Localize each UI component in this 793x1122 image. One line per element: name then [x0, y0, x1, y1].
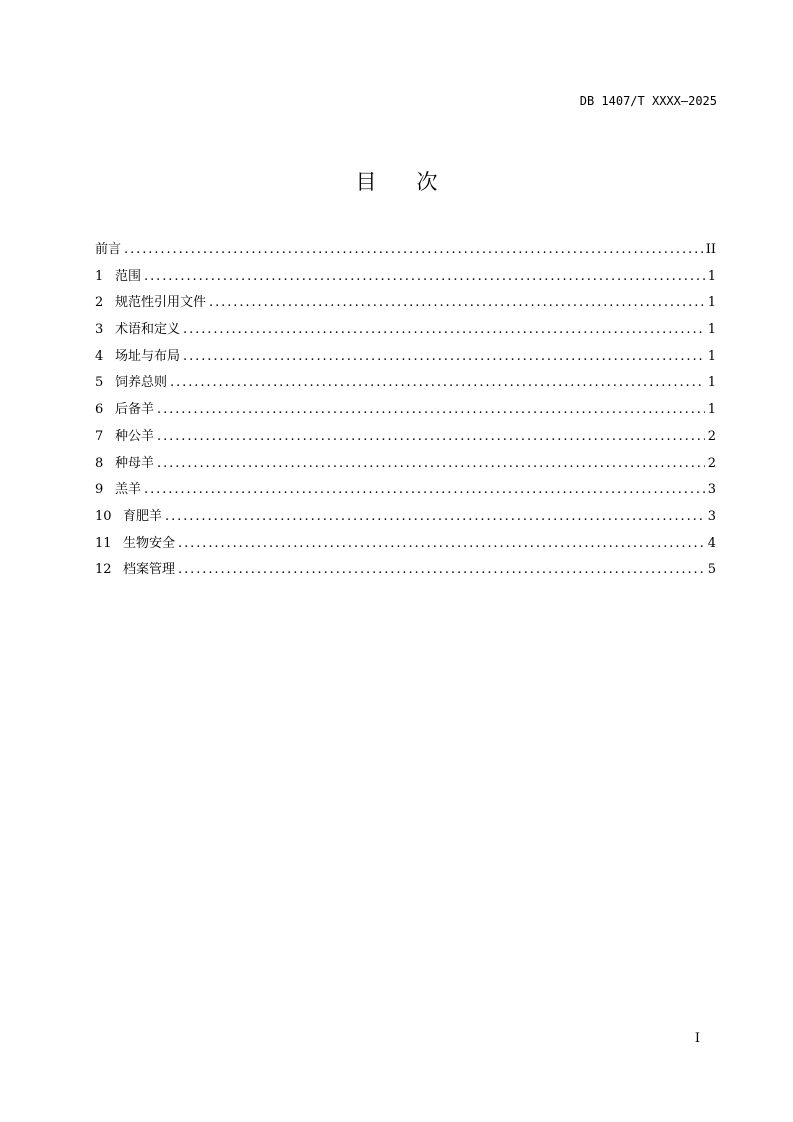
toc-entry-foreword[interactable]: [95, 240, 716, 267]
document-code: DB 1407/T XXXX—2025: [579, 94, 717, 108]
toc-entry-label: 饲养总则: [115, 375, 168, 391]
toc-entry-page: 5: [707, 562, 716, 578]
toc-entry-6[interactable]: [95, 400, 716, 427]
toc-entry-number: 3: [95, 322, 104, 338]
toc-entry-page: 1: [707, 348, 716, 364]
toc-entry-number: 4: [95, 348, 104, 364]
toc-entry-number: 10: [95, 508, 112, 524]
toc-entry-label: 档案管理: [123, 562, 176, 578]
toc-entry-9[interactable]: [95, 480, 716, 507]
toc-title: [0, 166, 793, 196]
toc-entry-number: 1: [95, 268, 104, 284]
toc-entry-4[interactable]: [95, 347, 716, 374]
toc-entry-label: 术语和定义: [115, 322, 181, 338]
toc-leader-dots: [144, 267, 705, 287]
toc-entry-label: 场址与布局: [115, 348, 181, 364]
toc-entry-2[interactable]: [95, 293, 716, 320]
toc-entry-page: 4: [707, 535, 716, 551]
toc-entry-page: 3: [707, 508, 716, 524]
toc-entry-12[interactable]: [95, 560, 716, 587]
toc-entry-number: 2: [95, 295, 104, 311]
toc-entry-number: 5: [95, 375, 104, 391]
toc-entry-label: 育肥羊: [123, 508, 163, 524]
toc-leader-dots: [178, 534, 705, 554]
toc-entry-number: 11: [95, 535, 112, 551]
toc-leader-dots: [157, 454, 705, 474]
toc-entry-label: 羔羊: [115, 482, 142, 498]
toc-entry-page: 1: [707, 295, 716, 311]
toc-leader-dots: [170, 373, 705, 393]
toc-entry-label: 后备羊: [115, 402, 155, 418]
toc-list: [95, 240, 716, 587]
toc-entry-label: 种公羊: [115, 428, 155, 444]
toc-leader-dots: [157, 400, 705, 420]
toc-entry-label: 范围: [115, 268, 142, 284]
toc-entry-7[interactable]: [95, 427, 716, 454]
toc-entry-page: II: [705, 242, 716, 257]
toc-entry-11[interactable]: [95, 534, 716, 561]
toc-entry-10[interactable]: [95, 507, 716, 534]
toc-leader-dots: [157, 427, 705, 447]
toc-entry-page: 1: [707, 402, 716, 418]
toc-entry-number: 12: [95, 562, 112, 578]
toc-entry-8[interactable]: [95, 454, 716, 481]
toc-entry-page: 1: [707, 322, 716, 338]
toc-entry-number: 7: [95, 428, 104, 444]
toc-leader-dots: [165, 507, 705, 527]
toc-leader-dots: [178, 560, 705, 580]
toc-entry-1[interactable]: [95, 267, 716, 294]
toc-entry-page: 1: [707, 268, 716, 284]
toc-entry-page: 3: [707, 482, 716, 498]
toc-entry-label: 生物安全: [123, 535, 176, 551]
toc-leader-dots: [183, 320, 705, 340]
toc-entry-label: 规范性引用文件: [115, 295, 207, 311]
toc-leader-dots: [124, 240, 703, 260]
toc-leader-dots: [209, 293, 705, 313]
toc-leader-dots: [183, 347, 705, 367]
toc-entry-page: 1: [707, 375, 716, 391]
page-number: I: [694, 1031, 700, 1046]
toc-leader-dots: [144, 480, 705, 500]
toc-entry-number: 6: [95, 402, 104, 418]
toc-entry-number: 9: [95, 482, 104, 498]
toc-entry-page: 2: [707, 428, 716, 444]
toc-entry-label: 种母羊: [115, 455, 155, 471]
toc-entry-5[interactable]: [95, 373, 716, 400]
toc-entry-label: 前言: [95, 242, 122, 257]
toc-entry-number: 8: [95, 455, 104, 471]
toc-entry-3[interactable]: [95, 320, 716, 347]
toc-title-part1: 目: [355, 170, 377, 194]
toc-title-part2: 次: [416, 170, 438, 194]
toc-entry-page: 2: [707, 455, 716, 471]
